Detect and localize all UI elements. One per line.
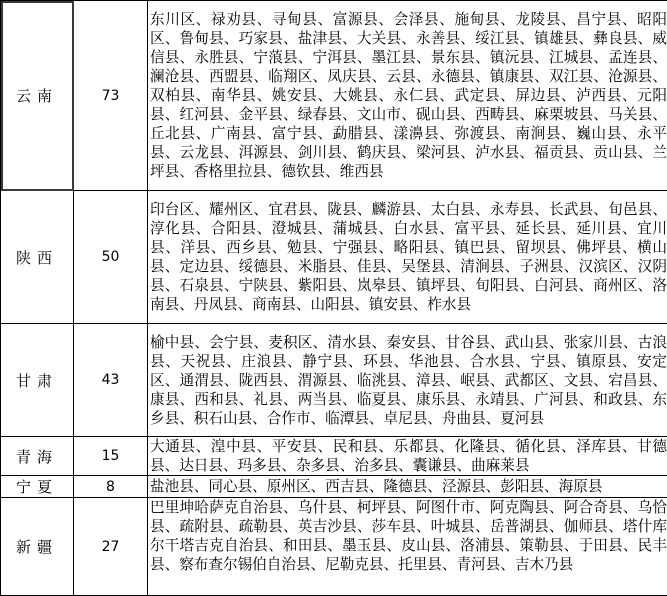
table-row (1, 324, 667, 437)
counties-cell[interactable]: 大通县、湟中县、平安县、民和县、乐都县、化隆县、循化县、泽库县、甘德县、达日县、玛多县、杂多县、治多县、囊谦县、曲麻莱县 (148, 437, 667, 476)
province-cell[interactable]: 陕西 (1, 191, 74, 324)
table-row (1, 437, 667, 476)
province-cell[interactable]: 新疆 (1, 498, 74, 596)
province-cell[interactable]: 云南 (1, 1, 74, 191)
count-cell[interactable]: 27 (74, 498, 148, 596)
counties-cell[interactable]: 盐池县、同心县、原州区、西吉县、隆德县、泾源县、彭阳县、海原县 (148, 476, 667, 498)
count-cell[interactable]: 50 (74, 191, 148, 324)
province-cell[interactable]: 宁夏 (1, 476, 74, 498)
table-row (1, 476, 667, 498)
count-cell[interactable]: 43 (74, 324, 148, 437)
count-cell[interactable]: 15 (74, 437, 148, 476)
table-row (1, 498, 667, 596)
province-cell[interactable]: 甘肃 (1, 324, 74, 437)
table-row (1, 191, 667, 324)
counties-cell[interactable]: 东川区、禄劝县、寻甸县、富源县、会泽县、施甸县、龙陵县、昌宁县、昭阳区、鲁甸县、巧家县、盐津县、大关县、永善县、绥江县、镇雄县、彝良县、威信县、永胜县、宁蒗县、宁洱县、墨江县、景东县、镇沅县、江城县、孟连县、澜沧县、西盟县、临翔区、凤庆县、云县、永德县、镇康县、双江县、沧源县、双柏县、南华县、姚安县、大姚县、永仁县、武定县、屏边县、泸西县、元阳县、红河县、金平县、绿春县、文山市、砚山县、西畴县、麻栗坡县、马关县、丘北县、广南县、富宁县、勐腊县、漾濞县、弥渡县、南涧县、巍山县、永平县、云龙县、洱源县、剑川县、鹤庆县、梁河县、泸水县、福贡县、贡山县、兰坪县、香格里拉县、德钦县、维西县 (148, 1, 667, 191)
counties-cell[interactable]: 巴里坤哈萨克自治县、乌什县、柯坪县、阿图什市、阿克陶县、阿合奇县、乌恰县、疏附县、疏勒县、英吉沙县、莎车县、叶城县、岳普湖县、伽师县、塔什库尔干塔吉克自治县、和田县、墨玉县、皮山县、洛浦县、策勒县、于田县、民丰县、察布查尔锡伯自治县、尼勒克县、托里县、青河县、吉木乃县 (148, 498, 667, 596)
count-cell[interactable]: 8 (74, 476, 148, 498)
table-row (1, 1, 667, 191)
counties-cell[interactable]: 榆中县、会宁县、麦积区、清水县、秦安县、甘谷县、武山县、张家川县、古浪县、天祝县、庄浪县、静宁县、环县、华池县、合水县、宁县、镇原县、安定区、通渭县、陇西县、渭源县、临洮县、漳县、岷县、武都区、文县、宕昌县、康县、西和县、礼县、两当县、临夏县、康乐县、永靖县、广河县、和政县、东乡县、积石山县、合作市、临潭县、卓尼县、舟曲县、夏河县 (148, 324, 667, 437)
province-cell[interactable]: 青海 (1, 437, 74, 476)
count-cell[interactable]: 73 (74, 1, 148, 191)
counties-cell[interactable]: 印台区、耀州区、宜君县、陇县、麟游县、太白县、永寿县、长武县、旬邑县、淳化县、合阳县、澄城县、蒲城县、白水县、富平县、延长县、延川县、宜川县、洋县、西乡县、勉县、宁强县、略阳县、镇巴县、留坝县、佛坪县、横山县、定边县、绥德县、米脂县、佳县、吴堡县、清涧县、子洲县、汉滨区、汉阴县、石泉县、宁陕县、紫阳县、岚皋县、镇坪县、旬阳县、白河县、商州区、洛南县、丹凤县、商南县、山阳县、镇安县、柞水县 (148, 191, 667, 324)
